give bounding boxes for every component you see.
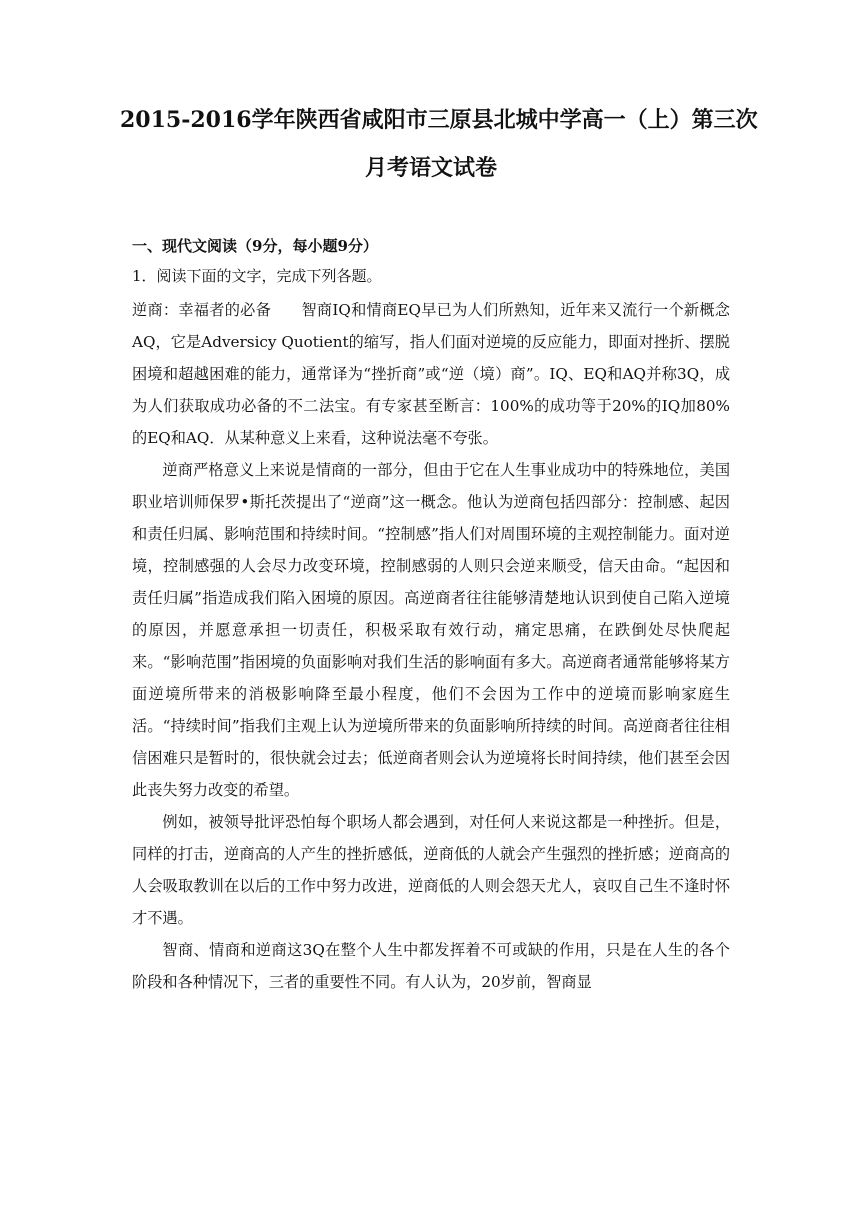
- paragraph-2: 逆商严格意义上来说是情商的一部分，但由于它在人生事业成功中的特殊地位，美国职业培训师保罗•斯托茨提出了“逆商”这一概念。他认为逆商包括四部分：控制感、起因和责任归属、影响范围和持续时间。“控制感”指人们对周围环境的主观控制能力。面对逆境，控制感强的人会尽力改变环境，控制感弱的人则只会逆来顺受，信天由命。“起因和责任归属”指造成我们陷入困境的原因。高逆商者往往能够清楚地认识到使自己陷入逆境的原因，并愿意承担一切责任，积极采取有效行动，痛定思痛，在跌倒处尽快爬起来。“影响范围”指困境的负面影响对我们生活的影响面有多大。高逆商者通常能够将某方面逆境所带来的消极影响降至最小程度，他们不会因为工作中的逆境而影响家庭生活。“持续时间”指我们主观上认为逆境所带来的负面影响所持续的时间。高逆商者往往相信困难只是暂时的，很快就会过去；低逆商者则会认为逆境将长时间持续，他们甚至会因此丧失努力改变的希望。: [132, 461, 730, 799]
- paragraph-1-text: 智商IQ和情商EQ早已为人们所熟知，近年来又流行一个新概念AQ，它是Adversicy Quotient的缩写，指人们面对逆境的反应能力，即面对挫折、摆脱困境和超越困难的能力，通常译为“挫折商”或“逆（境）商”。IQ、EQ和AQ并称3Q，成为人们获取成功必备的不二法宝。有专家甚至断言：100%的成功等于20%的IQ加80%的EQ和AQ．从某种意义上来看，这种说法毫不夸张。: [132, 301, 730, 447]
- exam-page: [120, 96, 758, 998]
- document-title-line-2: 月考语文试卷: [364, 155, 497, 181]
- question-prompt: 1．阅读下面的文字，完成下列各题。: [132, 267, 382, 285]
- paragraph-4: 智商、情商和逆商这3Q在整个人生中都发挥着不可或缺的作用，只是在人生的各个阶段和各种情况下，三者的重要性不同。有人认为，20岁前，智商显: [132, 941, 730, 991]
- section-heading: 一、现代文阅读（9分，每小题9分）: [132, 237, 378, 255]
- paragraph-3: 例如，被领导批评恐怕每个职场人都会遇到，对任何人来说这都是一种挫折。但是，同样的打击，逆商高的人产生的挫折感低，逆商低的人就会产生强烈的挫折感；逆商高的人会吸取教训在以后的工作中努力改进，逆商低的人则会怨天尤人，哀叹自己生不逢时怀才不遇。: [132, 813, 730, 927]
- document-title-line-1: 2015-2016学年陕西省咸阳市三原县北城中学高一（上）第三次: [120, 107, 758, 133]
- paragraph-1: [132, 294, 730, 454]
- article-title: 逆商：幸福者的必备: [132, 301, 272, 319]
